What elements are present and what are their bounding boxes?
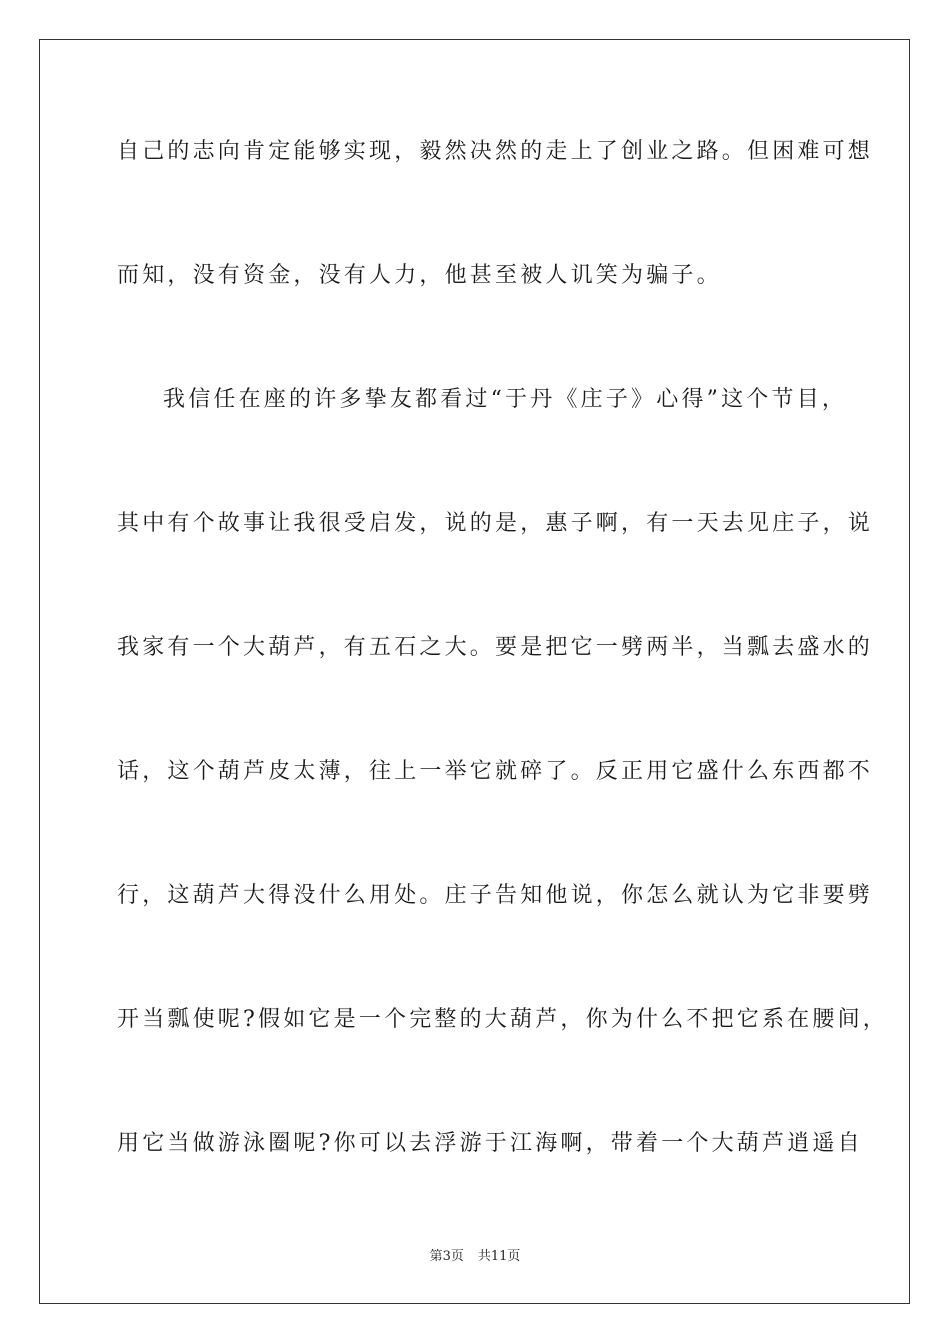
page-number: 第3页 [429,1249,464,1264]
text-line: 行，这葫芦大得没什么用处。庄子告知他说，你怎么就认为它非要劈 [117,883,874,908]
page-total: 共11页 [477,1249,521,1264]
page-footer [0,1248,950,1266]
text-line: 话，这个葫芦皮太薄，往上一举它就碎了。反正用它盛什么东西都不 [117,759,874,784]
text-line: 我信任在座的许多挚友都看过“于丹《庄子》心得”这个节目， [163,387,848,412]
page-border [39,39,910,1304]
text-line: 用它当做游泳圈呢?你可以去浮游于江海啊，带着一个大葫芦逍遥自 [117,1131,863,1156]
text-line: 开当瓢使呢?假如它是一个完整的大葫芦，你为什么不把它系在腰间， [117,1007,888,1032]
text-line: 自己的志向肯定能够实现，毅然决然的走上了创业之路。但困难可想 [117,139,874,164]
text-line: 其中有个故事让我很受启发，说的是，惠子啊，有一天去见庄子，说 [117,511,874,536]
text-line: 而知，没有资金，没有人力，他甚至被人讥笑为骗子。 [117,263,722,288]
text-line: 我家有一个大葫芦，有五石之大。要是把它一劈两半，当瓢去盛水的 [117,635,874,660]
